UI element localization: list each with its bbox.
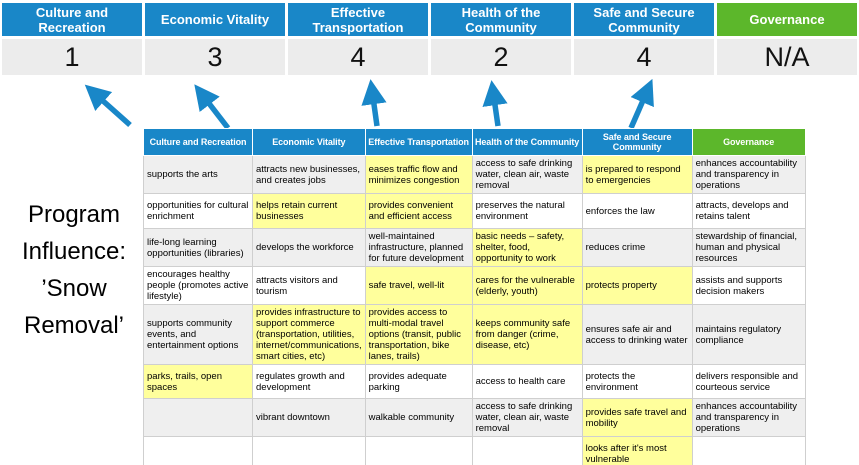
matrix-col-header-1: Economic Vitality [253,129,366,156]
matrix-row-5 [144,365,806,399]
matrix-cell-r6c0 [144,399,253,437]
matrix-cell-r6c5: enhances accountability and transparency in operations [692,399,805,437]
matrix-cell-r3c2: safe travel, well-lit [365,267,472,305]
matrix-cell-r5c0: parks, trails, open spaces [144,365,253,399]
matrix-cell-r0c5: enhances accountability and transparency in operations [692,156,805,194]
up-arrow-icon [631,89,648,128]
priority-header-5: Governance [717,3,857,36]
matrix-cell-r3c3: cares for the vulnerable (elderly, youth) [472,267,582,305]
matrix-cell-r4c0: supports community events, and entertainment options [144,305,253,365]
program-influence-label: Program Influence: [21,201,127,265]
matrix-cell-r2c2: well-maintained infrastructure, planned for future development [365,229,472,267]
priority-header-2: Effective Transportation [288,3,428,36]
program-name: ’Snow Removal’ [23,275,125,339]
matrix-cell-r2c1: develops the workforce [253,229,366,267]
matrix-cell-r1c5: attracts, develops and retains talent [692,194,805,229]
up-arrow-icon [493,91,498,126]
matrix-cell-r6c2: walkable community [365,399,472,437]
matrix-cell-r0c3: access to safe drinking water, clean air, waste removal [472,156,582,194]
matrix-cell-r6c1: vibrant downtown [253,399,366,437]
matrix-col-header-5: Governance [692,129,805,156]
matrix-cell-r2c4: reduces crime [582,229,692,267]
matrix-cell-r7c2 [365,437,472,465]
priority-score-1: 3 [145,39,285,75]
matrix-cell-r6c3: access to safe drinking water, clean air, waste removal [472,399,582,437]
matrix-cell-r0c2: eases traffic flow and minimizes congestion [365,156,472,194]
priority-header-0: Culture and Recreation [2,3,142,36]
matrix-cell-r3c5: assists and supports decision makers [692,267,805,305]
matrix-row-4 [144,305,806,365]
matrix-cell-r5c2: provides adequate parking [365,365,472,399]
up-arrow-icon [93,92,130,125]
matrix-cell-r3c0: encourages healthy people (promotes active lifestyle) [144,267,253,305]
priority-score-5: N/A [717,39,857,75]
matrix-cell-r1c1: helps retain current businesses [253,194,366,229]
priority-header-4: Safe and Secure Community [574,3,714,36]
matrix-cell-r4c4: ensures safe air and access to drinking water [582,305,692,365]
up-arrow-icon [201,93,228,128]
matrix-row-1 [144,194,806,229]
priority-matrix [143,128,806,465]
matrix-col-header-3: Health of the Community [472,129,582,156]
matrix-cell-r2c3: basic needs – safety, shelter, food, opportunity to work [472,229,582,267]
matrix-col-header-2: Effective Transportation [365,129,472,156]
matrix-cell-r4c5: maintains regulatory compliance [692,305,805,365]
priority-score-3: 2 [431,39,571,75]
matrix-row-3 [144,267,806,305]
priority-header-1: Economic Vitality [145,3,285,36]
matrix-cell-r0c1: attracts new businesses, and creates jobs [253,156,366,194]
matrix-cell-r7c5 [692,437,805,465]
matrix-cell-r2c5: stewardship of financial, human and physical resources [692,229,805,267]
matrix-row-2 [144,229,806,267]
matrix-cell-r7c4: looks after it's most vulnerable [582,437,692,465]
priority-score-2: 4 [288,39,428,75]
matrix-cell-r5c3: access to health care [472,365,582,399]
matrix-row-0 [144,156,806,194]
matrix-cell-r3c4: protects property [582,267,692,305]
matrix-row-6 [144,399,806,437]
matrix-cell-r0c4: is prepared to respond to emergencies [582,156,692,194]
priority-header-3: Health of the Community [431,3,571,36]
matrix-body [144,156,806,465]
matrix-cell-r3c1: attracts visitors and tourism [253,267,366,305]
program-influence-title [4,196,144,344]
matrix-cell-r1c3: preserves the natural environment [472,194,582,229]
matrix-cell-r5c1: regulates growth and development [253,365,366,399]
matrix-cell-r1c2: provides convenient and efficient access [365,194,472,229]
matrix-cell-r7c3 [472,437,582,465]
scoreboard [2,3,857,75]
matrix-cell-r6c4: provides safe travel and mobility [582,399,692,437]
matrix-cell-r5c4: protects the environment [582,365,692,399]
matrix-cell-r0c0: supports the arts [144,156,253,194]
up-arrow-icon [372,90,377,126]
matrix-cell-r4c3: keeps community safe from danger (crime, disease, etc) [472,305,582,365]
matrix-col-header-4: Safe and Secure Community [582,129,692,156]
matrix-cell-r1c4: enforces the law [582,194,692,229]
matrix-row-7 [144,437,806,465]
priority-score-0: 1 [2,39,142,75]
matrix-header-row [144,129,806,156]
matrix-cell-r7c1 [253,437,366,465]
matrix-cell-r4c1: provides infrastructure to support commerce (transportation, utilities, internet/communications, smart cities, etc) [253,305,366,365]
matrix-cell-r2c0: life-long learning opportunities (libraries) [144,229,253,267]
matrix-cell-r7c0 [144,437,253,465]
matrix-cell-r5c5: delivers responsible and courteous service [692,365,805,399]
matrix-col-header-0: Culture and Recreation [144,129,253,156]
matrix-cell-r1c0: opportunities for cultural enrichment [144,194,253,229]
matrix-cell-r4c2: provides access to multi-modal travel options (transit, public transportation, bike lanes, trails) [365,305,472,365]
priority-score-4: 4 [574,39,714,75]
